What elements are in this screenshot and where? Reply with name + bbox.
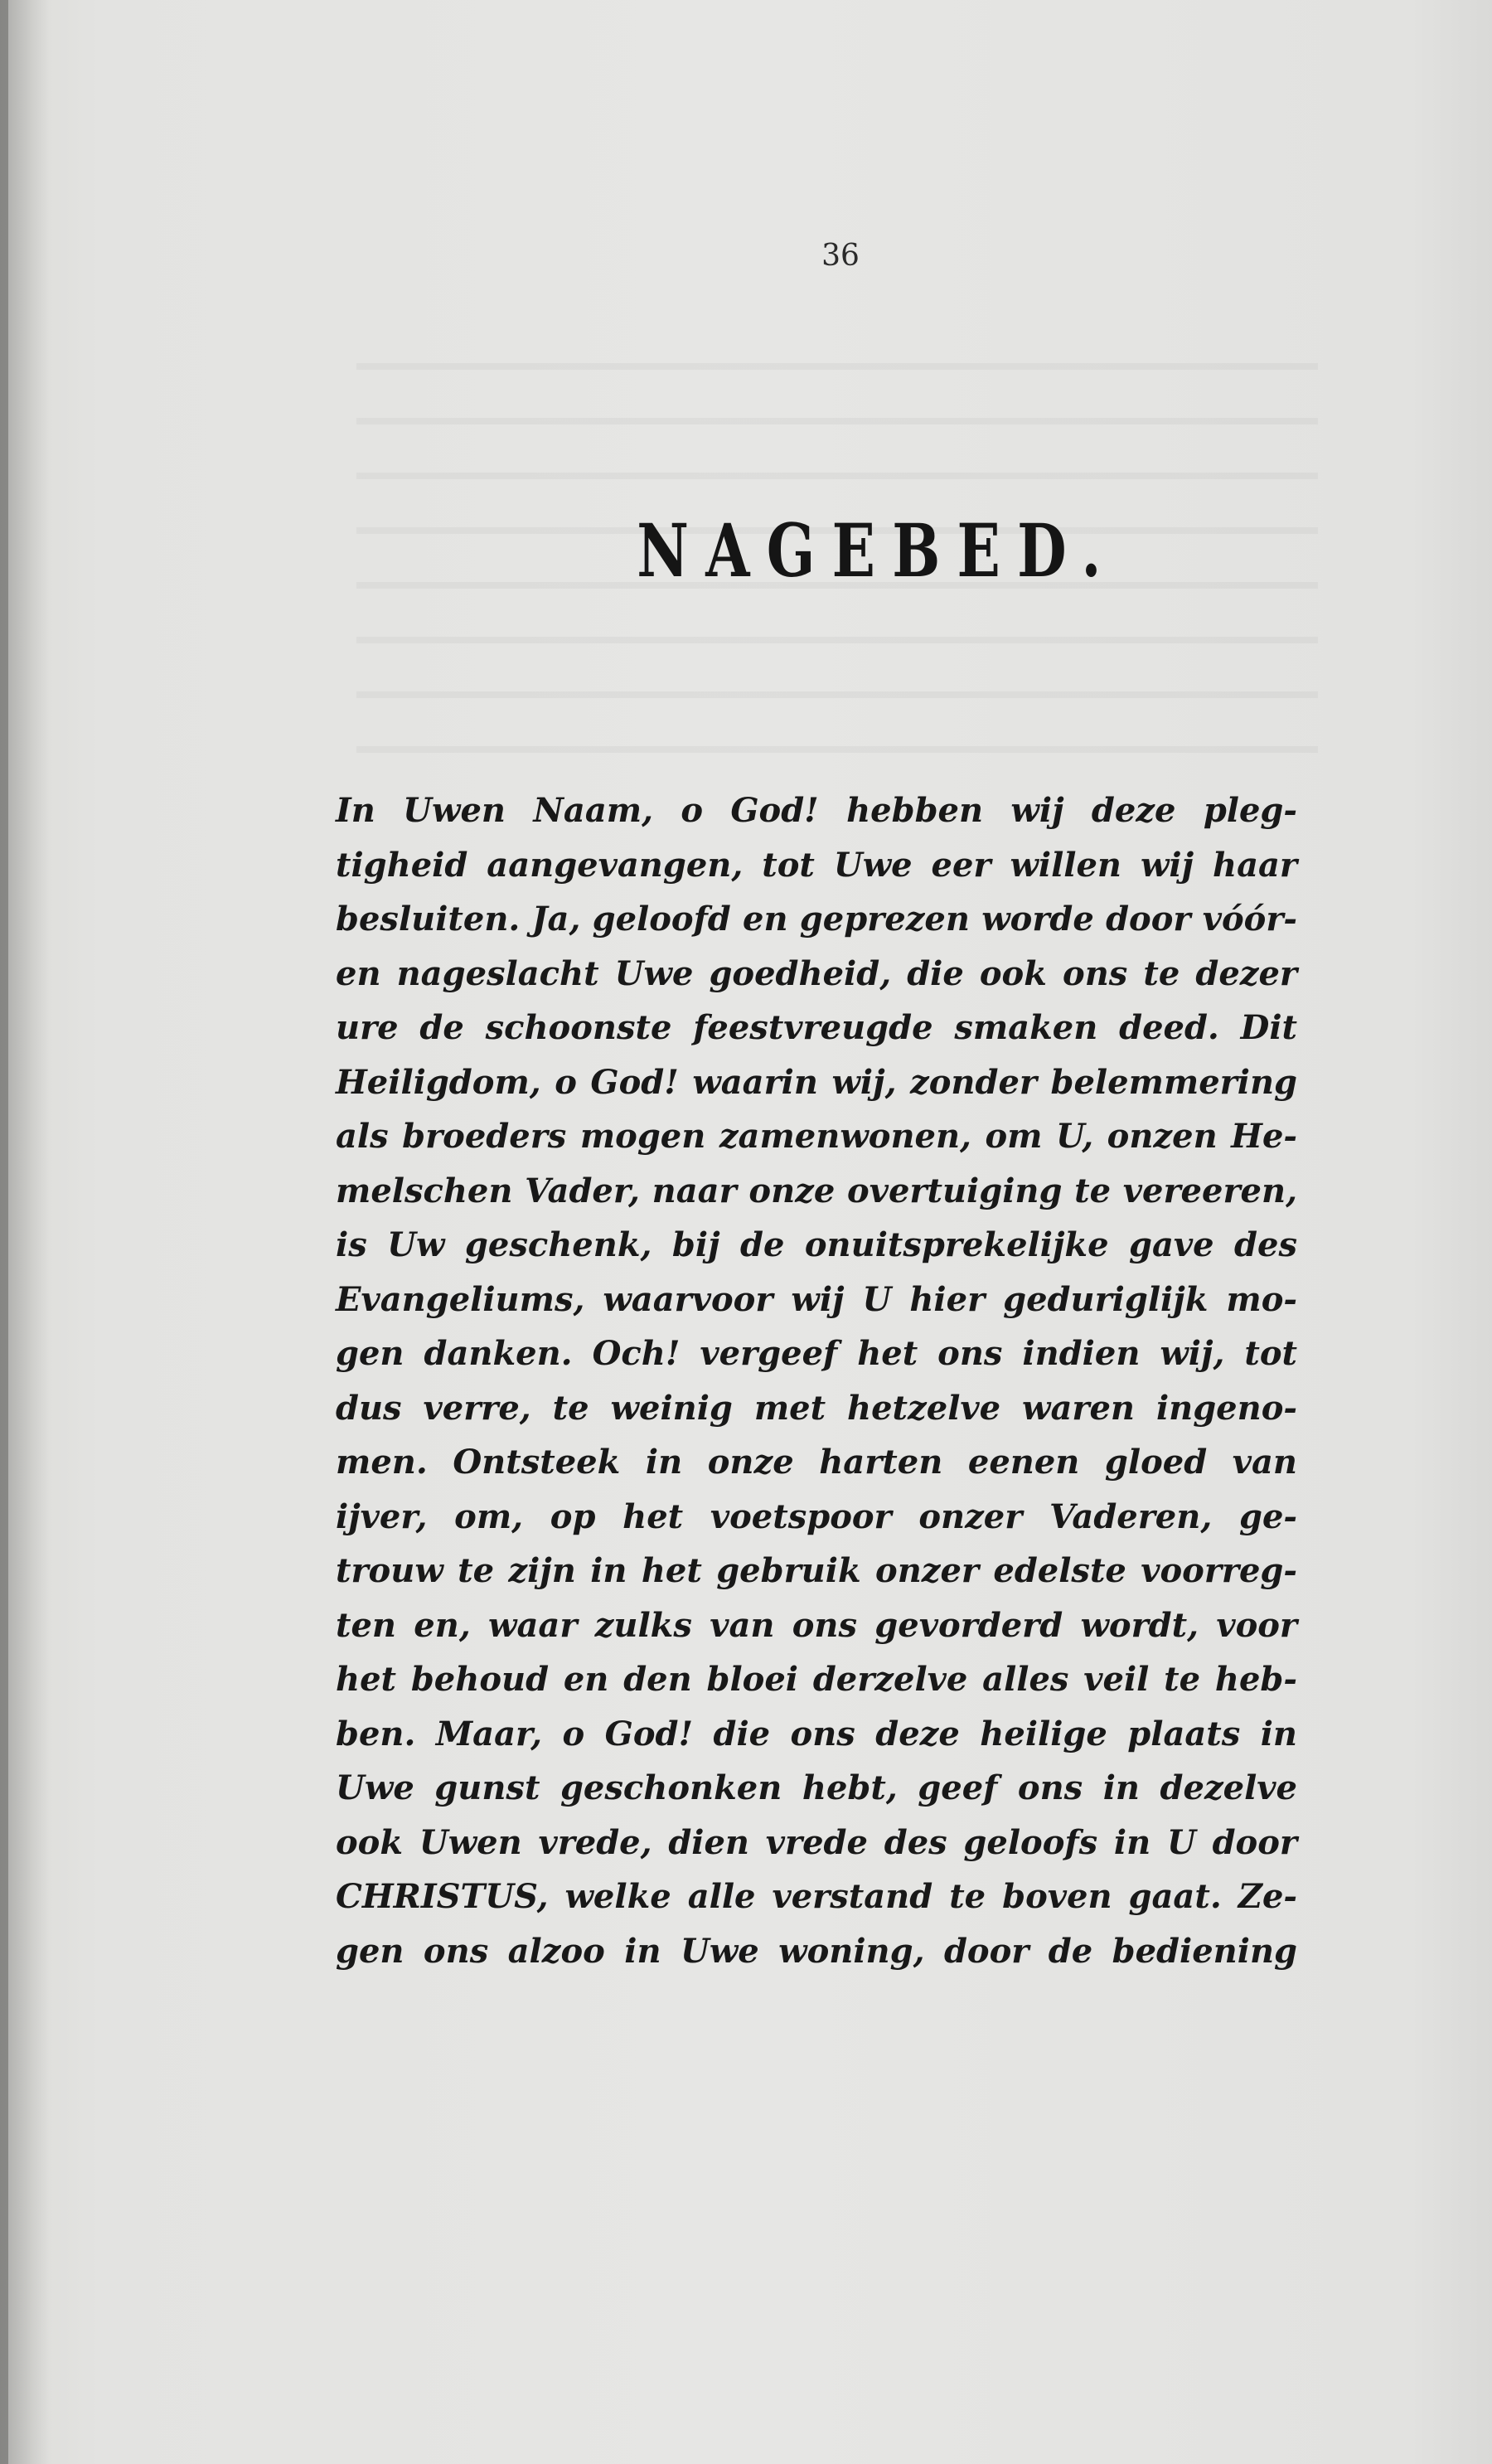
text-line: CHRISTUS, welke alle verstand te boven gaat. Ze- [336,1877,1297,1916]
page-number: 36 [821,239,860,273]
prayer-text [336,783,1297,1978]
page-title: NAGEBED. [637,507,1118,594]
text-line: als broeders mogen zamenwonen, om U, onzen He- [336,1117,1297,1156]
text-line: melschen Vader, naar onze overtuiging te vereeren, [336,1171,1297,1210]
text-line: Evangeliums, waarvoor wij U hier geduriglijk mo- [336,1279,1297,1319]
text-line: trouw te zijn in het gebruik onzer edelste voorreg- [336,1551,1297,1590]
text-line: ijver, om, op het voetspoor onzer Vaderen, ge- [336,1496,1297,1536]
text-line: gen ons alzoo in Uwe woning, door de bediening [336,1931,1297,1971]
text-line: men. Ontsteek in onze harten eenen gloed van [336,1443,1297,1482]
text-line: ure de schoonste feestvreugde smaken deed. Dit [336,1008,1297,1047]
text-line: tigheid aangevangen, tot Uwe eer willen wij haar [336,845,1297,885]
text-line: ten en, waar zulks van ons gevorderd wordt, voor [336,1605,1297,1645]
text-line: en nageslacht Uwe goedheid, die ook ons te dezer [336,953,1297,993]
text-line: ook Uwen vrede, dien vrede des geloofs in U door [336,1822,1297,1862]
text-line: ben. Maar, o God! die ons deze heilige plaats in [336,1714,1297,1753]
text-line: Uwe gunst geschonken hebt, geef ons in dezelve [336,1768,1297,1807]
text-line: In Uwen Naam, o God! hebben wij deze pleg- [336,791,1297,830]
text-line: besluiten. Ja, geloofd en geprezen worde door vóór- [336,900,1297,939]
text-line: is Uw geschenk, bij de onuitsprekelijke gave des [336,1225,1297,1264]
page-edge-shadow [8,0,50,2464]
text-line: Heiligdom, o God! waarin wij, zonder belemmering [336,1062,1297,1102]
page-edge [0,0,8,2464]
text-line: het behoud en den bloei derzelve alles veil te heb- [336,1660,1297,1699]
text-line: gen danken. Och! vergeef het ons indien wij, tot [336,1334,1297,1373]
text-line: dus verre, te weinig met hetzelve waren ingeno- [336,1388,1297,1428]
